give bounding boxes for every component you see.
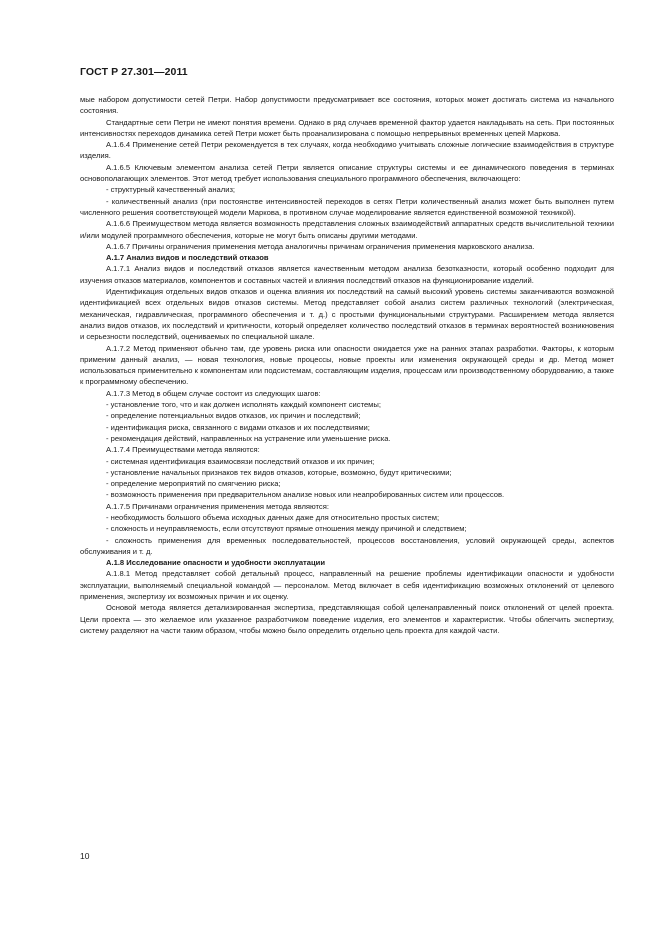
paragraph: А.1.7.5 Причинами ограничения применения метода являются: xyxy=(106,501,329,511)
paragraph: А.1.6.7 Причины ограничения применения метода аналогичны причинам ограничения применения марковского анализа. xyxy=(106,241,535,251)
paragraph: - установление начальных признаков тех видов отказов, которые, возможно, будут критическими; xyxy=(106,467,452,477)
paragraph: Стандартные сети Петри не имеют понятия времени. Однако в ряд случаев временной фактор удается накладывать на сеть. При постоянных интенсивностях переходов динамика сетей Петри может быть проанализирована с помощью непрерывных временных цепей Маркова. xyxy=(80,117,614,138)
paragraph: мые набором допустимости сетей Петри. Набор допустимости предусматривает все состояния, которых может достигать система из начального состояния. xyxy=(80,95,614,116)
paragraph: - идентификация риска, связанного с видами отказов и их последствиями; xyxy=(106,422,370,432)
paragraph: - структурный качественный анализ; xyxy=(106,185,236,195)
paragraph: - сложность применения для временных последовательностей, процессов восстановления, условий окружающей среды, аспектов обслуживания и т. д. xyxy=(80,535,614,556)
paragraph: А.1.6.4 Применение сетей Петри рекомендуется в тех случаях, когда необходимо учитывать сложные логические взаимодействия в структуре изделия. xyxy=(80,140,614,161)
paragraph: А.1.6.6 Преимуществом метода является возможность представления сложных взаимодействий аппаратных средств вычислительной техники и/или модулей программного обеспечения, которые не могут быть описаны другими методами. xyxy=(80,219,614,240)
paragraph: А.1.7.4 Преимуществами метода являются: xyxy=(106,445,260,455)
standard-title: ГОСТ Р 27.301—2011 xyxy=(80,66,188,78)
paragraph: - рекомендация действий, направленных на устранение или уменьшение риска. xyxy=(106,433,391,443)
paragraph: - системная идентификация взаимосвязи последствий отказов и их причин; xyxy=(106,456,375,466)
paragraph: - необходимость большого объема исходных данных даже для относительно простых систем; xyxy=(106,512,440,522)
paragraph: - возможность применения при предварительном анализе новых или неапробированных систем или процессов. xyxy=(106,490,505,500)
paragraph: А.1.7.2 Метод применяют обычно там, где уровень риска или опасности ожидается уже на ранних этапах разработки. Факторы, к которым применим данный анализ, — новая технология, новые процессы, новые проекты или изменения окружающей среды и др. Метод может использоваться применительно к компонентам или подсистемам, составляющим изделия, процессам или производственному оборудованию, а также к программному обеспечению. xyxy=(80,343,614,387)
paragraph: А.1.8.1 Метод представляет собой детальный процесс, направленный на решение проблемы идентификации опасности и удобности эксплуатации, выполняемый специальной командой — персоналом. Метод включает в себя идентификацию возможных отклонений от целевого применения, экспертизу их возможных причин и их оценку. xyxy=(80,569,614,602)
paragraph: А.1.6.5 Ключевым элементом анализа сетей Петри является описание структуры системы и ее динамического поведения в терминах основополагающих элементов. Этот метод требует использования специального программного обеспечения, включающего: xyxy=(80,162,614,184)
section-heading: А.1.7 Анализ видов и последствий отказов xyxy=(106,253,269,263)
paragraph: А.1.7.3 Метод в общем случае состоит из следующих шагов: xyxy=(106,388,321,398)
paragraph: - количественный анализ (при постоянстве интенсивностей переходов в сетях Петри количественный анализ может быть выполнен путем численного решения соответствующей модели Маркова, в противном случае моделирование является единственной возможной техникой). xyxy=(80,196,614,217)
paragraph: - определение мероприятий по смягчению риска; xyxy=(106,479,281,489)
paragraph: Идентификация отдельных видов отказов и оценка влияния их последствий на самый высокий уровень системы заканчиваются возможной идентификацией всех отдельных видов отказов системы. Метод представляет собой анализ систем различных технологий (электрическая, механическая, гидравлическая, программного обеспечения и т. д.) с простыми функциональными структурами. Расширением метода является анализ видов отказов, их последствий и критичности, который определяет количество последствий отказов в терминах вероятностей возникновения и серьезности последствий, оцениваемых по специальной шкале. xyxy=(80,287,614,342)
paragraph: А.1.7.1 Анализ видов и последствий отказов является качественным методом анализа безотказности, который особенно подходит для изучения отказов материалов, компонентов и составных частей и влияния последствий отказов на функционирование изделий. xyxy=(80,264,614,285)
paragraph: Основой метода является детализированная экспертиза, представляющая собой целенаправленный поиск отклонений от целей проекта. Цели проекта — это желаемое или указанное разработчиком поведение изделия, его элементов и характеристик. Чтобы облегчить экспертизу, систему разделяют на части таким образом, чтобы можно было определить отдельно цель проекта для каждой части. xyxy=(80,603,614,635)
paragraph: - сложность и неуправляемость, если отсутствуют прямые отношения между причиной и следствием; xyxy=(106,524,467,534)
paragraph: - определение потенциальных видов отказов, их причин и последствий; xyxy=(106,411,361,421)
page-number: 10 xyxy=(80,851,90,861)
paragraph: - установление того, что и как должен исполнять каждый компонент системы; xyxy=(106,400,381,410)
section-heading: А.1.8 Исследование опасности и удобности эксплуатации xyxy=(106,558,325,568)
body-text xyxy=(80,94,614,636)
